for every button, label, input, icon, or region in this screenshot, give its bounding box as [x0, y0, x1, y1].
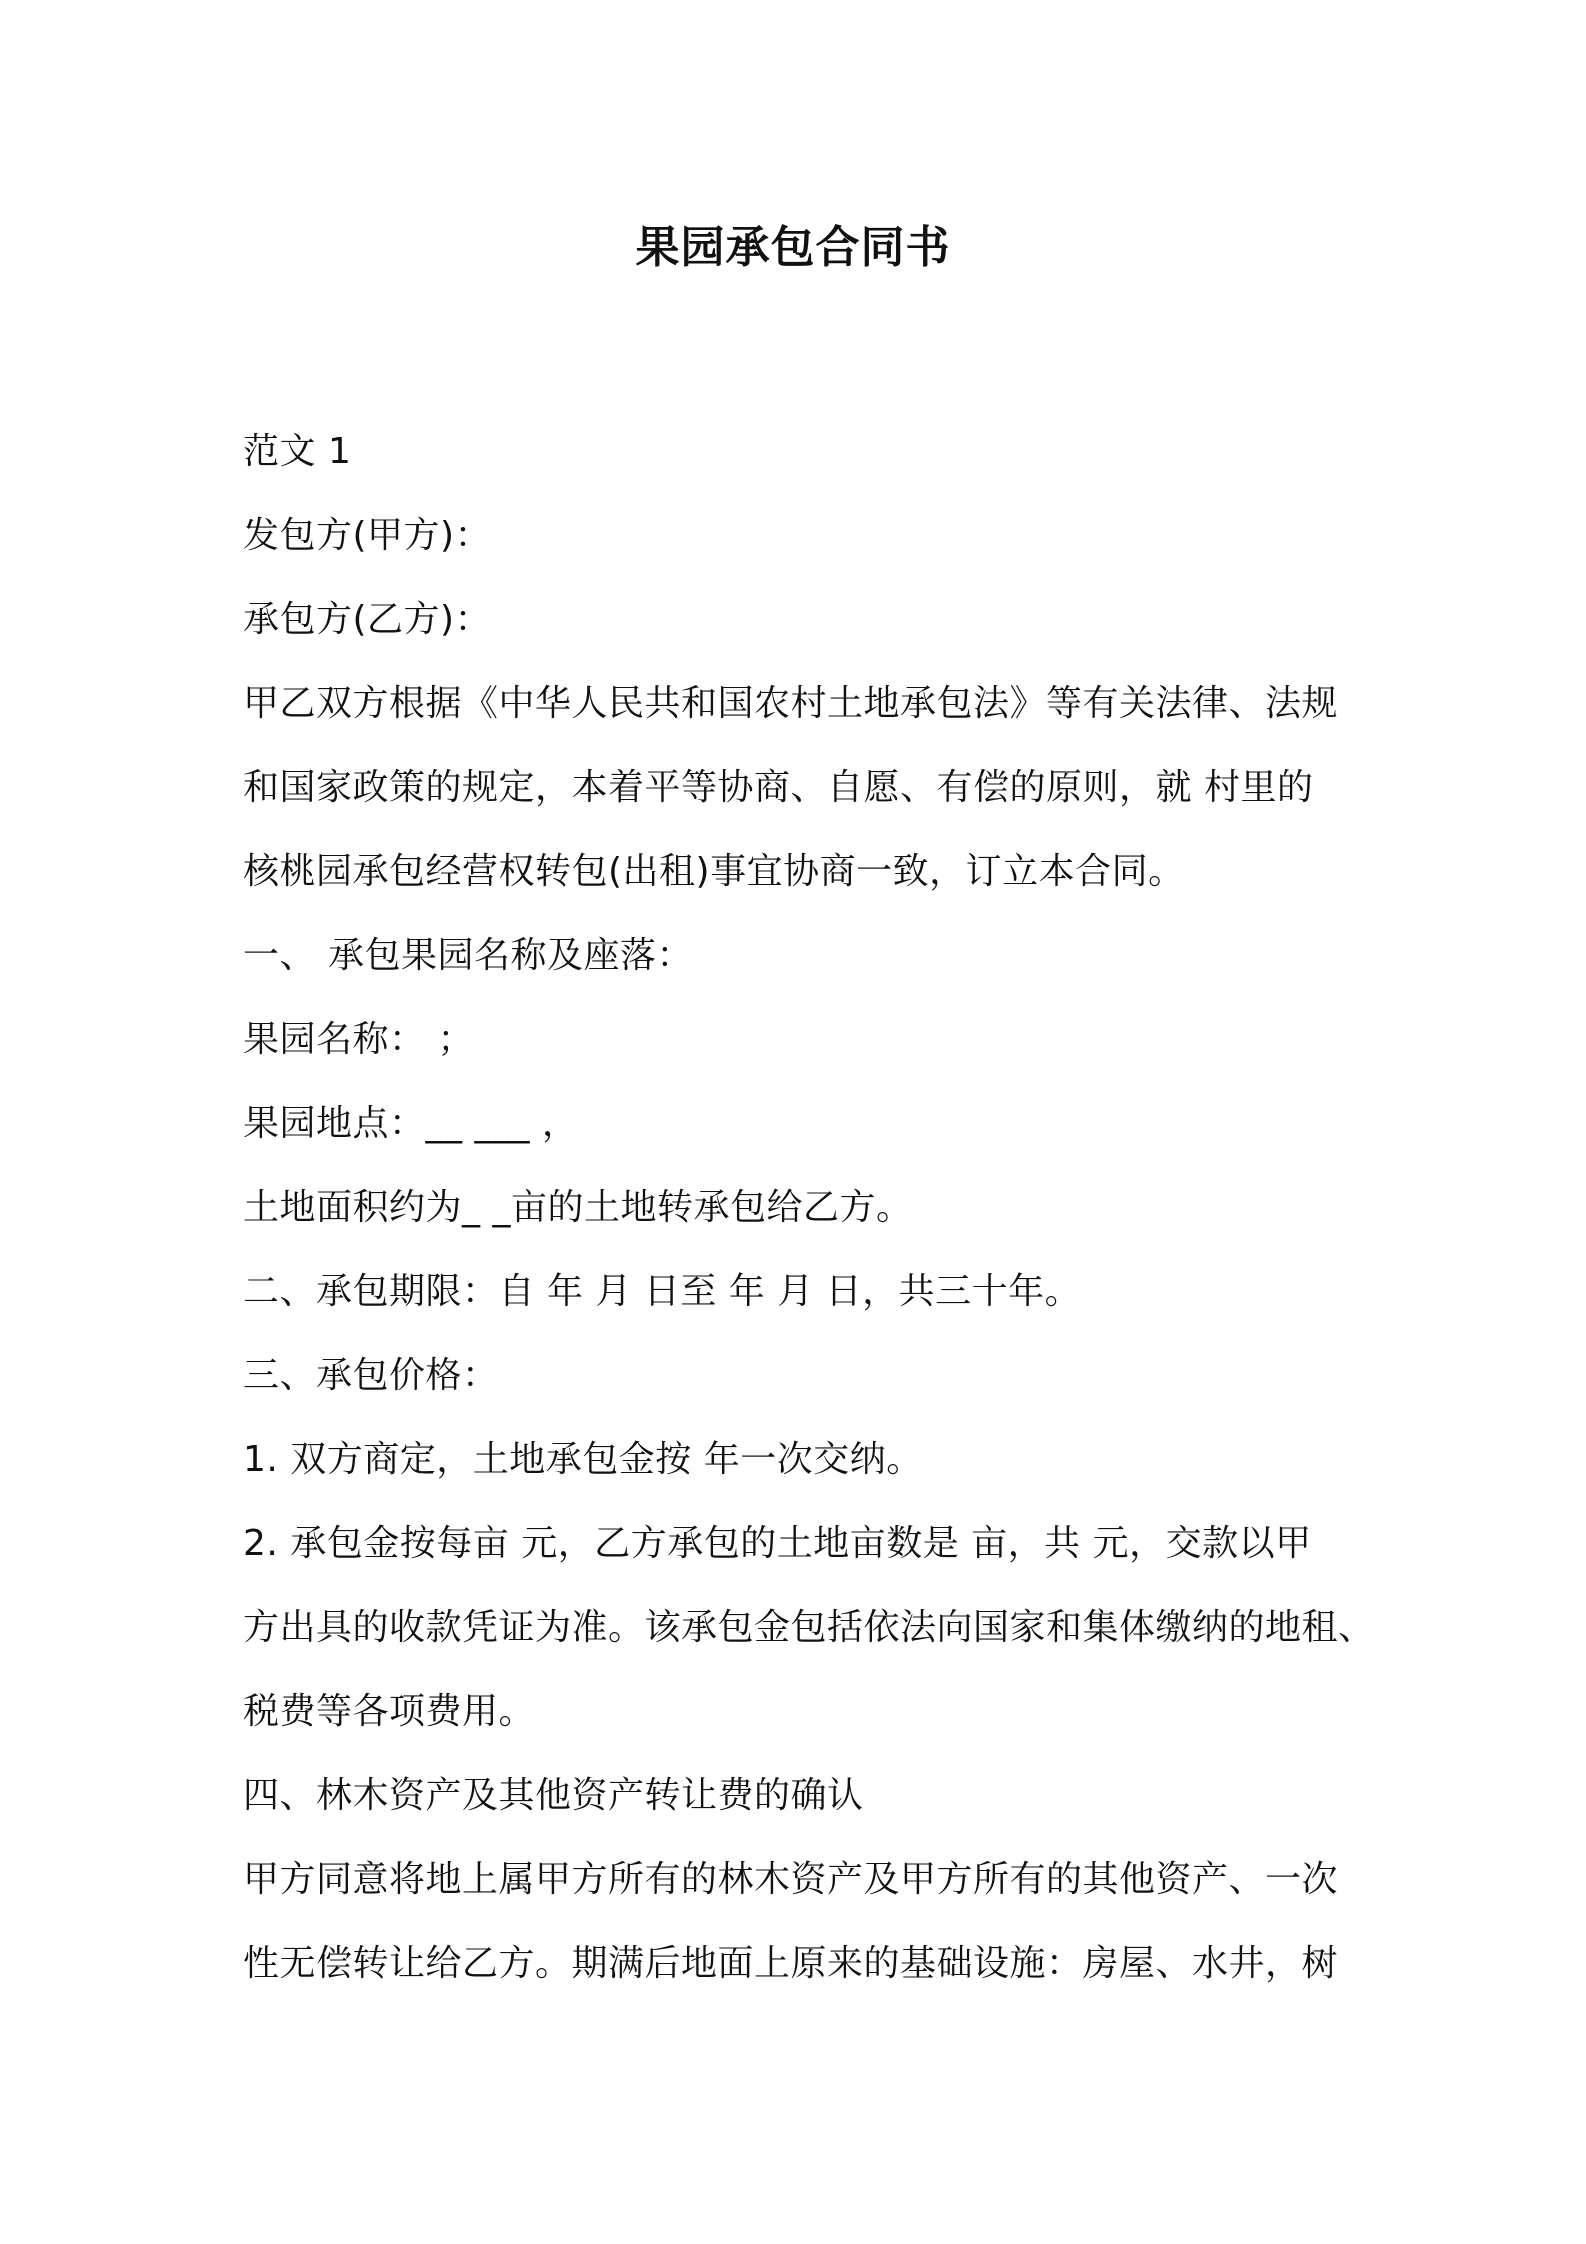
body-line: 范文 1	[243, 431, 352, 472]
body-line: 税费等各项费用。	[243, 1691, 536, 1732]
body-line: 承包方(乙方)：	[243, 599, 492, 640]
body-line: 和国家政策的规定，本着平等协商、自愿、有偿的原则，就 村里的	[243, 767, 1314, 808]
body-line: 性无偿转让给乙方。期满后地面上原来的基础设施：房屋、水井，树	[243, 1943, 1339, 1984]
body-line: 果园地点：__ ___ ，	[243, 1103, 579, 1144]
body-line: 1. 双方商定，土地承包金按 年一次交纳。	[243, 1439, 923, 1480]
body-line: 核桃园承包经营权转包(出租)事宜协商一致，订立本合同。	[243, 851, 1185, 892]
body-line: 土地面积约为_ _亩的土地转承包给乙方。	[243, 1187, 913, 1228]
body-line: 甲方同意将地上属甲方所有的林木资产及甲方所有的其他资产、一次	[243, 1859, 1339, 1900]
body-line: 一、 承包果园名称及座落：	[243, 935, 693, 976]
body-line: 方出具的收款凭证为准。该承包金包括依法向国家和集体缴纳的地租、	[243, 1607, 1375, 1648]
document-title: 果园承包合同书	[635, 222, 951, 273]
body-line: 发包方(甲方)：	[243, 515, 492, 556]
body-line: 2. 承包金按每亩 元，乙方承包的土地亩数是 亩，共 元，交款以甲	[243, 1523, 1312, 1564]
body-line: 三、承包价格：	[243, 1355, 499, 1396]
body-line: 果园名称： ；	[243, 1019, 474, 1060]
document-body	[243, 410, 1383, 2006]
body-line: 四、林木资产及其他资产转让费的确认	[243, 1775, 864, 1816]
body-line: 二、承包期限：自 年 月 日至 年 月 日，共三十年。	[243, 1271, 1082, 1312]
body-line: 甲乙双方根据《中华人民共和国农村土地承包法》等有关法律、法规	[243, 683, 1339, 724]
